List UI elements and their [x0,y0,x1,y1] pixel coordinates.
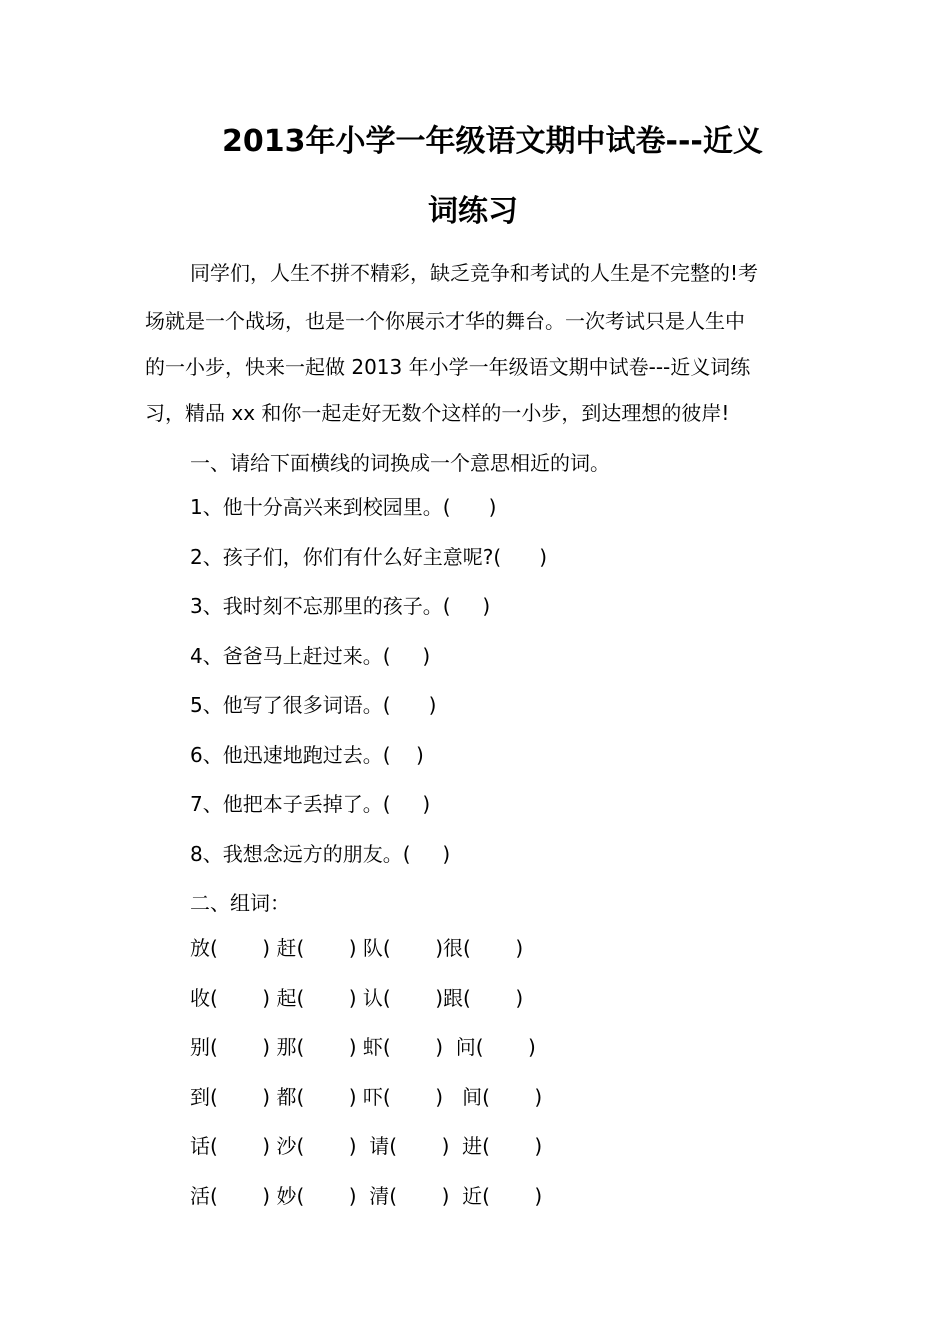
document-title-line-2: 词练习 [428,194,518,229]
section1-item-3: 3、我时刻不忘那里的孩子。( ) [190,594,491,618]
intro-line-4: 习，精品 xx 和你一起走好无数个这样的一小步，到达理想的彼岸! [145,401,730,425]
section1-item-6: 6、他迅速地跑过去。( ) [190,743,424,767]
intro-line-2: 场就是一个战场，也是一个你展示才华的舞台。一次考试只是人生中 [145,309,745,333]
section1-item-2: 2、孩子们，你们有什么好主意呢?( ) [190,545,548,569]
document-title-line-1: 2013年小学一年级语文期中试卷---近义 [222,124,763,159]
intro-line-1: 同学们，人生不拼不精彩，缺乏竞争和考试的人生是不完整的!考 [190,261,759,285]
section2-row-5: 话( ) 沙( ) 请( ) 进( ) [190,1134,543,1158]
section1-item-1: 1、他十分高兴来到校园里。( ) [190,495,497,519]
section1-heading: 一、请给下面横线的词换成一个意思相近的词。 [190,451,610,475]
section2-row-6: 活( ) 妙( ) 清( ) 近( ) [190,1184,543,1208]
section2-row-4: 到( ) 都( ) 吓( ) 间( ) [190,1085,543,1109]
section1-item-4: 4、爸爸马上赶过来。( ) [190,644,431,668]
section2-row-3: 别( ) 那( ) 虾( ) 问( ) [190,1035,536,1059]
section1-item-5: 5、他写了很多词语。( ) [190,693,437,717]
section2-row-1: 放( ) 赶( ) 队( )很( ) [190,936,524,960]
section2-heading: 二、组词： [190,891,290,915]
section1-item-7: 7、他把本子丢掉了。( ) [190,792,431,816]
section2-row-2: 收( ) 起( ) 认( )跟( ) [190,986,524,1010]
intro-line-3: 的一小步，快来一起做 2013 年小学一年级语文期中试卷---近义词练 [145,355,751,379]
section1-item-8: 8、我想念远方的朋友。( ) [190,842,451,866]
